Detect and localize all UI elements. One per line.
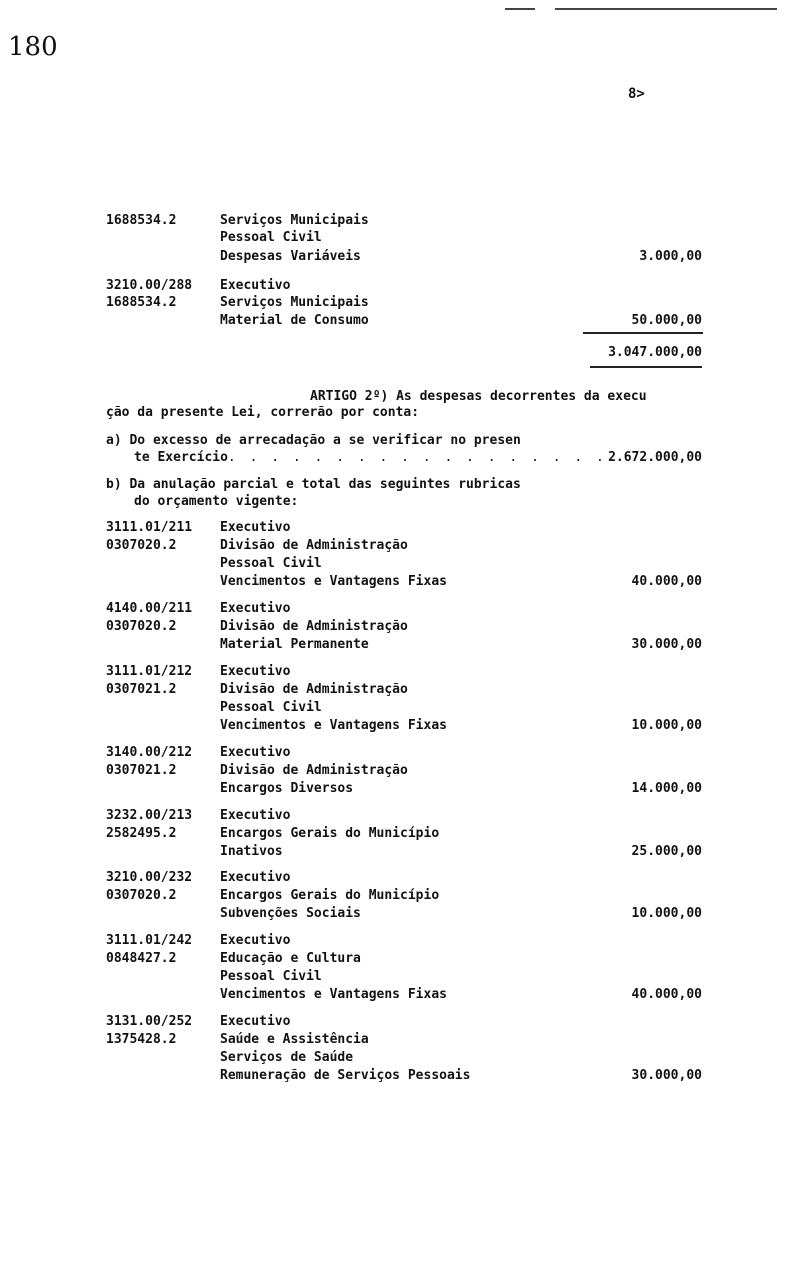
b5-amount: 25.000,00 (631, 844, 702, 859)
artigo-line-1: ARTIGO 2º) As despesas decorrentes da execu (310, 389, 647, 404)
b7-line-3: Pessoal Civil (220, 969, 322, 984)
b8-line-3: Serviços de Saúde (220, 1050, 354, 1065)
b2-amount: 30.000,00 (631, 637, 702, 652)
b8-amount: 30.000,00 (631, 1068, 702, 1083)
entry-1-line-2: Pessoal Civil (220, 230, 322, 245)
page-number: 180 (8, 32, 58, 62)
item-a-dots: . . . . . . . . . . . . . . . . . . (227, 450, 607, 465)
b1-line-1: Executivo (220, 520, 291, 535)
b5-line-3: Inativos (220, 844, 283, 859)
item-a-line-2 (106, 449, 607, 466)
item-b-line-1: b) Da anulação parcial e total das seguintes rubricas (106, 477, 521, 492)
entry-1-amount: 3.000,00 (639, 249, 702, 264)
b7-line-2: Educação e Cultura (220, 951, 361, 966)
item-a-amount: 2.672.000,00 (608, 450, 702, 465)
b5-line-1: Executivo (220, 808, 291, 823)
b1-amount: 40.000,00 (631, 574, 702, 589)
corner-mark: 8> (628, 86, 645, 102)
b2-code-1: 4140.00/211 (106, 601, 193, 616)
entry-2-line-2: Serviços Municipais (220, 295, 369, 310)
b6-code-2: 0307020.2 (106, 888, 177, 903)
b3-line-1: Executivo (220, 664, 291, 679)
b5-code-2: 2582495.2 (106, 826, 177, 841)
b4-line-2: Divisão de Administração (220, 763, 408, 778)
b2-line-2: Divisão de Administração (220, 619, 408, 634)
b8-code-1: 3131.00/252 (106, 1014, 193, 1029)
entry-1-line-3: Despesas Variáveis (220, 249, 361, 264)
b6-code-1: 3210.00/232 (106, 870, 193, 885)
item-a-text: te Exercício (134, 450, 228, 465)
total-rule (590, 366, 702, 368)
item-a-line-1: a) Do excesso de arrecadação a se verificar no presen (106, 433, 521, 448)
b7-line-4: Vencimentos e Vantagens Fixas (220, 987, 447, 1002)
b3-code-2: 0307021.2 (106, 682, 177, 697)
total-amount: 3.047.000,00 (608, 345, 702, 360)
entry-1-code-1: 1688534.2 (106, 213, 177, 228)
b6-line-1: Executivo (220, 870, 291, 885)
entry-2-line-3: Material de Consumo (220, 313, 369, 328)
subtotal-rule (583, 332, 703, 334)
top-rule-short (505, 8, 535, 10)
b7-code-2: 0848427.2 (106, 951, 177, 966)
b5-code-1: 3232.00/213 (106, 808, 193, 823)
item-b-line-2: do orçamento vigente: (134, 494, 299, 509)
b2-line-1: Executivo (220, 601, 291, 616)
b6-line-3: Subvenções Sociais (220, 906, 361, 921)
top-rule-long (555, 8, 777, 10)
b7-code-1: 3111.01/242 (106, 933, 193, 948)
b4-code-1: 3140.00/212 (106, 745, 193, 760)
b8-line-1: Executivo (220, 1014, 291, 1029)
entry-2-amount: 50.000,00 (631, 313, 702, 328)
b8-line-2: Saúde e Assistência (220, 1032, 369, 1047)
b4-line-3: Encargos Diversos (220, 781, 354, 796)
b3-line-2: Divisão de Administração (220, 682, 408, 697)
b4-line-1: Executivo (220, 745, 291, 760)
artigo-line-2: ção da presente Lei, correrão por conta: (106, 405, 420, 420)
b8-code-2: 1375428.2 (106, 1032, 177, 1047)
b4-amount: 14.000,00 (631, 781, 702, 796)
b4-code-2: 0307021.2 (106, 763, 177, 778)
b3-code-1: 3111.01/212 (106, 664, 193, 679)
b7-line-1: Executivo (220, 933, 291, 948)
b3-line-3: Pessoal Civil (220, 700, 322, 715)
b2-line-3: Material Permanente (220, 637, 369, 652)
b1-line-2: Divisão de Administração (220, 538, 408, 553)
b3-amount: 10.000,00 (631, 718, 702, 733)
b1-line-4: Vencimentos e Vantagens Fixas (220, 574, 447, 589)
b1-code-1: 3111.01/211 (106, 520, 193, 535)
b5-line-2: Encargos Gerais do Município (220, 826, 440, 841)
entry-1-line-1: Serviços Municipais (220, 213, 369, 228)
b2-code-2: 0307020.2 (106, 619, 177, 634)
entry-2-line-1: Executivo (220, 278, 291, 293)
b6-amount: 10.000,00 (631, 906, 702, 921)
b8-line-4: Remuneração de Serviços Pessoais (220, 1068, 471, 1083)
b1-code-2: 0307020.2 (106, 538, 177, 553)
entry-2-code-2: 1688534.2 (106, 295, 177, 310)
b3-line-4: Vencimentos e Vantagens Fixas (220, 718, 447, 733)
b7-amount: 40.000,00 (631, 987, 702, 1002)
entry-2-code-1: 3210.00/288 (106, 278, 193, 293)
b1-line-3: Pessoal Civil (220, 556, 322, 571)
b6-line-2: Encargos Gerais do Município (220, 888, 440, 903)
